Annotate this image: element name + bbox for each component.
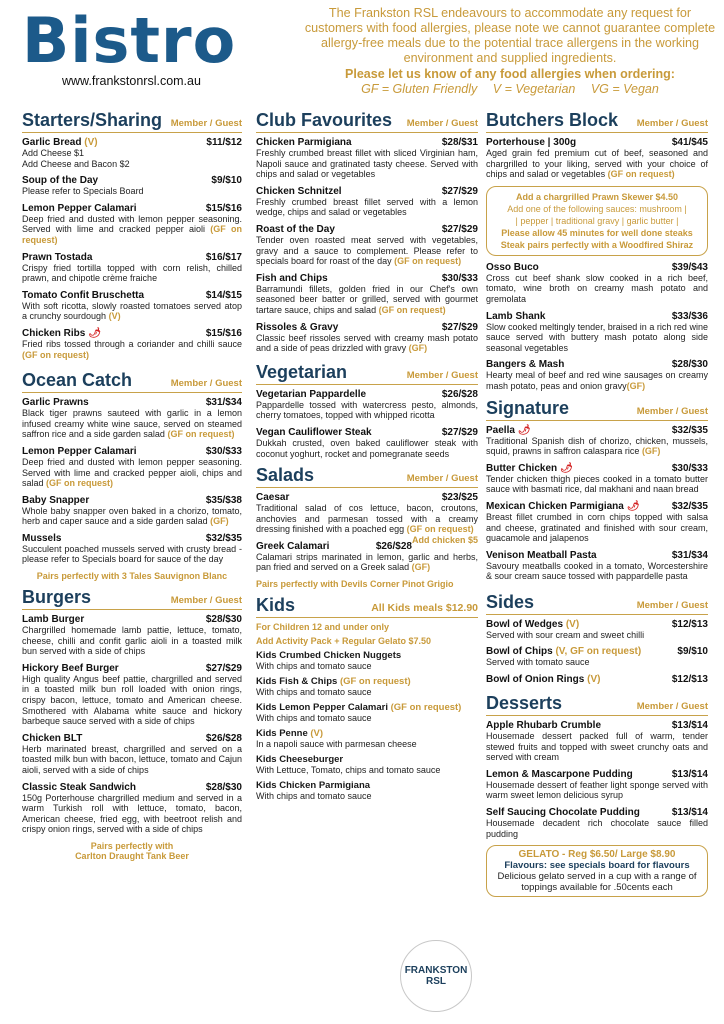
member-guest-label: Member / Guest: [406, 473, 478, 485]
item-tag: (V): [587, 674, 601, 686]
item-name: Venison Meatball Pasta: [486, 549, 597, 561]
section-title: Desserts: [486, 693, 563, 714]
item-desc: Freshly crumbed breast fillet served with a lemon wedge, chips and salad or vegetables: [256, 196, 478, 218]
item-name: Porterhouse | 300g: [486, 137, 577, 148]
item-price: $28/$31: [441, 137, 478, 148]
item-desc: In a napoli sauce with parmesan cheese: [256, 739, 417, 750]
item-desc: With chips and tomato sauce: [256, 791, 372, 802]
item-tag: (GF on request): [390, 702, 462, 714]
beer-pairing-line-1: Pairs perfectly with: [90, 840, 174, 851]
menu-item: [256, 492, 478, 545]
item-price: $13/$14: [671, 768, 708, 780]
dietary-legend: [300, 82, 720, 97]
menu-item: [22, 290, 242, 322]
beer-pairing-line-2: Carlton Draught Tank Beer: [75, 850, 189, 861]
item-name: Greek Calamari: [256, 540, 330, 552]
shiraz-pairing-note: Steak pairs perfectly with a Woodfired Shiraz: [500, 239, 694, 250]
item-tag: (GF): [408, 343, 428, 354]
item-desc: Breast fillet crumbed in corn chips topped with salsa and cheese, gratinated and finished with sour cream, guacamole and jalapenos: [486, 511, 708, 544]
section-title: Sides: [486, 591, 535, 612]
item-name: Osso Buco: [486, 261, 539, 273]
frankston-rsl-stamp: [400, 940, 472, 1012]
item-name: Lemon Pepper Calamari: [22, 445, 137, 457]
item-price: $32/$35: [671, 424, 708, 436]
wine-pairing-note: Pairs perfectly with Devils Corner Pinot Grigio: [256, 579, 454, 590]
menu-item: [486, 550, 708, 582]
kids-item: [256, 676, 478, 697]
menu-item: [22, 137, 242, 169]
gelato-flavours: Flavours: see specials board for flavours: [504, 860, 690, 872]
item-name: Classic Steak Sandwich: [22, 781, 136, 793]
menu-item: [256, 137, 478, 180]
menu-item: [256, 224, 478, 267]
item-desc: Hearty meal of beef and red wine sausages on creamy mash potato, peas and onion gravy: [486, 370, 708, 391]
item-price: $41/$45: [671, 137, 708, 148]
item-price: $12/$13: [671, 674, 708, 686]
item-name: Kids Crumbed Chicken Nuggets: [256, 650, 402, 662]
item-tag: (GF on request): [339, 676, 411, 688]
item-desc: With chips and tomato sauce: [256, 713, 372, 724]
item-tag: (V): [84, 137, 98, 148]
item-price: $9/$10: [677, 646, 708, 658]
sauce-options-line-2: | pepper | traditional gravy | garlic butter |: [515, 215, 679, 226]
item-desc: Freshly crumbed breast fillet with sliced Virginian ham, Napoli sauce and gratinated tasty cheese. Served with chips and salad or vegetables: [256, 148, 478, 180]
item-name: Self Saucing Chocolate Pudding: [486, 807, 640, 819]
item-price: $15/$16: [205, 202, 242, 214]
member-guest-label: Member / Guest: [636, 599, 708, 611]
stamp-name: FRANKSTON: [404, 965, 468, 976]
section-vegetarian: [256, 362, 478, 459]
menu-item: [256, 427, 478, 459]
member-guest-label: Member / Guest: [636, 405, 708, 417]
item-desc: Housemade dessert of feather light sponge served with warm sweet lemon delicious syrup: [486, 779, 708, 801]
item-tag: (GF on request): [22, 224, 242, 245]
item-price: $27/$29: [441, 426, 478, 438]
kids-item: [256, 650, 478, 671]
chili-icon: 🌶: [626, 500, 640, 512]
member-guest-label: Member / Guest: [636, 701, 708, 713]
legend-v: V = Vegetarian: [492, 82, 576, 96]
allergy-notice: [300, 6, 720, 97]
sauce-options-line-1: Add one of the following sauces: mushroom |: [507, 203, 687, 214]
beer-pairing-note: [22, 841, 242, 861]
item-name: Soup of the Day: [22, 175, 99, 187]
item-tag: (GF on request): [607, 169, 675, 180]
item-desc: Add Cheese $1: [22, 148, 85, 158]
item-desc: Black tiger prawns sauteed with garlic in a lemon infused creamy white wine sauce, served on steamed saffron rice and a side garden salad: [22, 408, 242, 440]
item-name: Chicken Parmigiana: [256, 137, 352, 148]
item-name: Paella: [486, 424, 515, 436]
item-desc: Herb marinated breast, chargrilled and served on a toasted milk bun with bacon, lettuce, tomato and Cajun aioli, served with a side of chips: [22, 743, 242, 775]
kids-item: [256, 754, 478, 775]
menu-item: [22, 397, 242, 440]
item-desc: Tender oven roasted meat served with vegetables, gravy and a sauce to complement. Please refer to specials board for roast of the day: [256, 234, 478, 267]
menu-item: [486, 720, 708, 763]
section-desserts: [486, 693, 708, 897]
item-tag: (GF on request): [406, 524, 474, 535]
item-tag: (GF): [626, 380, 646, 391]
item-tag: (V): [565, 618, 580, 630]
section-title: Club Favourites: [256, 110, 393, 130]
member-guest-label: Member / Guest: [170, 118, 242, 129]
item-desc: Calamari strips marinated in lemon, garlic and herbs, pan fried and served on a Greek salad: [256, 551, 478, 573]
menu-item: [22, 495, 242, 527]
kids-item: [256, 728, 478, 749]
section-ocean-catch: [22, 370, 242, 581]
menu-item: [486, 311, 708, 354]
section-title: Salads: [256, 465, 315, 486]
menu-item: [22, 533, 242, 565]
item-price: $31/$34: [205, 397, 242, 409]
item-desc: With chips and tomato sauce: [256, 687, 372, 698]
kids-age-note: For Children 12 and under only: [256, 622, 390, 633]
section-title: Starters/Sharing: [22, 110, 163, 130]
item-price: $27/$29: [441, 223, 478, 235]
column-middle: [256, 110, 478, 806]
item-desc: With soft ricotta, slowly roasted tomatoes served atop a crunchy sourdough: [22, 300, 242, 322]
item-name: Tomato Confit Bruschetta: [22, 289, 145, 301]
menu-item: [486, 807, 708, 839]
menu-item: [486, 501, 708, 544]
item-name: Bowl of Chips: [486, 646, 553, 658]
item-desc: Savoury meatballs cooked in a tomato, Worcestershire & sour cream sauce tossed with pappardelle pasta: [486, 560, 708, 582]
item-desc: Fried ribs tossed through a coriander and chilli sauce: [22, 338, 242, 349]
item-price: $32/$35: [671, 500, 708, 512]
item-name: Lemon Pepper Calamari: [22, 202, 137, 214]
item-desc: Classic beef rissoles served with creamy mash potato and a side of peas drizzled with gravy: [256, 332, 478, 354]
kids-all-meals-price: All Kids meals $12.90: [371, 602, 478, 615]
menu-item: [22, 614, 242, 657]
item-name: Kids Chicken Parmigiana: [256, 780, 371, 792]
item-desc: With chips and tomato sauce: [256, 661, 372, 672]
item-price: $12/$13: [671, 618, 708, 630]
item-desc: Chargrilled homemade lamb pattie, lettuce, tomato, cheese, chilli and confit garlic aioli in a toasted milk bun served with a side of chips: [22, 625, 242, 657]
member-guest-label: Member / Guest: [170, 378, 242, 390]
gelato-desc: Delicious gelato served in a cup with a range of toppings available for .50cents each: [497, 871, 697, 894]
section-title: Kids: [256, 595, 296, 616]
item-name: Fish and Chips: [256, 272, 328, 284]
kids-addon-note: Add Activity Pack + Regular Gelato $7.50: [256, 636, 431, 647]
item-desc: With Lettuce, Tomato, chips and tomato sauce: [256, 765, 441, 776]
menu-item: [486, 619, 708, 641]
item-desc: Whole baby snapper oven baked in a chorizo, tomato, herb and caper sauce and a side garden salad: [22, 505, 242, 527]
item-desc: Slow cooked meltingly tender, braised in a rich red wine sauce served with buttery mash potato along side seasonal vegetables: [486, 321, 708, 353]
menu-item: [22, 663, 242, 727]
item-price: $15/$16: [205, 327, 242, 339]
header: [0, 0, 724, 108]
section-club-favourites: [256, 110, 478, 354]
item-tag: (GF on request): [22, 349, 89, 360]
item-price: $23/$25: [441, 492, 478, 504]
item-name: Garlic Prawns: [22, 397, 89, 409]
section-sides: [486, 592, 708, 685]
item-tag: (GF on request): [46, 478, 114, 489]
member-guest-label: Member / Guest: [406, 369, 478, 381]
item-desc: Traditional salad of cos lettuce, bacon, croutons, anchovies and parmesan tossed with a creamy dressing finished with a poached egg: [256, 503, 478, 535]
item-price: $27/$29: [441, 321, 478, 333]
item-price: $16/$17: [205, 251, 242, 263]
well-done-note: Please allow 45 minutes for well done steaks: [501, 227, 693, 238]
legend-vg: VG = Vegan: [590, 82, 659, 96]
item-tag: (GF): [641, 446, 661, 457]
section-signature: [486, 398, 708, 582]
item-name: Butter Chicken: [486, 462, 558, 474]
item-price: $26/$28: [375, 540, 412, 552]
item-desc: High quality Angus beef pattie, chargrilled and served in a toasted milk bun roll loaded with onion rings, crispy bacon, lettuce, tomato and American cheese. Smothered with Alabama white sauce and hickory barbeque sauce served with a side of chips: [22, 673, 242, 727]
item-extra: Add chicken $5: [411, 534, 478, 545]
item-tag: (V): [108, 311, 121, 322]
section-title: Signature: [486, 397, 570, 418]
menu-item: [486, 463, 708, 495]
item-name: Bangers & Mash: [486, 359, 565, 371]
menu-item: [486, 674, 708, 685]
item-name: Roast of the Day: [256, 223, 335, 235]
section-starters: [22, 110, 242, 360]
legend-gf: GF = Gluten Friendly: [361, 82, 478, 96]
item-desc: Barramundi fillets, golden fried in our Chef's own seasoned beer batter or grilled, served with gourmet tartare sauce, chips and salad: [256, 283, 478, 315]
section-title: Butchers Block: [486, 110, 619, 130]
prawn-skewer-addon: Add a chargrilled Prawn Skewer $4.50: [515, 191, 679, 202]
section-kids: [256, 595, 478, 801]
section-title: Ocean Catch: [22, 370, 133, 391]
item-price: $35/$38: [205, 494, 242, 506]
menu-item: [486, 262, 708, 305]
item-price: $26/$28: [205, 732, 242, 744]
section-butchers-block: [486, 110, 708, 392]
item-desc: Served with sour cream and sweet chilli: [486, 629, 645, 640]
section-salads: [256, 465, 478, 589]
item-name: Apple Rhubarb Crumble: [486, 720, 602, 732]
section-burgers: [22, 587, 242, 861]
menu-item: [22, 203, 242, 246]
member-guest-label: Member / Guest: [636, 118, 708, 129]
item-name: Kids Lemon Pepper Calamari: [256, 702, 388, 714]
item-name: Lemon & Mascarpone Pudding: [486, 768, 633, 780]
item-price: $28/$30: [205, 781, 242, 793]
menu-item: [486, 769, 708, 801]
item-price: $11/$12: [206, 137, 242, 148]
menu-item: [486, 359, 708, 391]
menu-item: [22, 733, 242, 776]
stamp-sub: RSL: [426, 976, 446, 987]
item-name: Garlic Bread: [22, 137, 82, 148]
column-left: [22, 110, 242, 861]
section-title: Vegetarian: [256, 361, 348, 382]
item-name: Caesar: [256, 492, 290, 504]
allergy-notice-emphasis: Please let us know of any food allergies when ordering:: [345, 67, 675, 81]
kids-item: [256, 702, 478, 723]
item-name: Mussels: [22, 532, 62, 544]
gelato-price: GELATO - Reg $6.50/ Large $8.90: [518, 849, 676, 861]
item-desc: Housemade decadent rich chocolate sauce filled pudding: [486, 818, 708, 839]
item-desc: Traditional Spanish dish of chorizo, chicken, mussels, squid, prawns in saffron calaspara rice: [486, 435, 708, 457]
menu-item: [256, 541, 478, 573]
item-name: Kids Cheeseburger: [256, 754, 344, 766]
item-desc: Deep fried and dusted with lemon pepper seasoning. Served with lime and cracked pepper aioli, chips and salad: [22, 456, 242, 489]
allergy-notice-text: The Frankston RSL endeavours to accommodate any request for customers with food allergies, please note we cannot guarantee complete allergy-free meals due to the potential trace allergens in the working environment and supplied ingredients.: [304, 6, 716, 65]
item-tag: (GF): [411, 562, 431, 573]
item-name: Baby Snapper: [22, 494, 90, 506]
kids-item: [256, 780, 478, 801]
item-price: $30/$33: [671, 462, 708, 474]
item-desc: 150g Porterhouse chargrilled medium and served in a warm Turkish roll with lettuce, tomato, bacon, American cheese, fried egg, with beetroot relish and crispy onion rings, served with a side of chips: [22, 792, 242, 835]
item-desc: Dukkah crusted, oven baked cauliflower steak with coconut yoghurt, rocket and pomegranate seeds: [256, 437, 478, 459]
item-name: Vegetarian Pappardelle: [256, 388, 367, 400]
item-name: Rissoles & Gravy: [256, 321, 339, 333]
item-desc-2: Add Cheese and Bacon $2: [22, 158, 130, 169]
item-tag: (GF): [210, 516, 229, 527]
item-price: $30/$33: [441, 272, 478, 284]
item-name: Lamb Burger: [22, 614, 85, 626]
item-desc: Tender chicken thigh pieces cooked in a tomato butter sauce with basmati rice, dal makhani and naan bread: [486, 473, 708, 495]
item-tag: (V, GF on request): [555, 646, 642, 658]
item-price: $13/$14: [671, 807, 708, 819]
item-desc: Please refer to Specials Board: [22, 186, 144, 197]
item-price: $30/$33: [205, 445, 242, 457]
item-name: Hickory Beef Burger: [22, 662, 119, 674]
menu-item: [256, 389, 478, 421]
chili-icon: 🌶: [517, 424, 531, 436]
item-desc: Cross cut beef shank slow cooked in a rich beef, tomato, wine broth on creamy mash potato and gremolata: [486, 272, 708, 304]
item-name: Mexican Chicken Parmigiana: [486, 500, 624, 512]
item-price: $27/$29: [205, 662, 242, 674]
chili-icon: 🌶: [88, 327, 102, 339]
member-guest-label: Member / Guest: [406, 118, 478, 129]
item-desc: Crispy fried tortilla topped with corn relish, chilled prawn, and chipotle crème fraiche: [22, 262, 242, 284]
item-price: $9/$10: [211, 175, 242, 187]
menu-item: [486, 425, 708, 457]
gelato-box: [486, 845, 708, 897]
item-tag: (GF on request): [378, 304, 446, 315]
item-desc: Served with tomato sauce: [486, 657, 590, 668]
item-tag: (GF on request): [394, 256, 462, 267]
column-right: [486, 110, 708, 897]
menu-item: [22, 252, 242, 284]
steak-addons-box: [486, 186, 708, 256]
item-desc: Succulent poached mussels served with crusty bread - please refer to Specials board for sauce of the day: [22, 543, 242, 565]
menu-item: [486, 646, 708, 668]
item-name: Kids Fish & Chips: [256, 676, 338, 688]
item-name: Chicken BLT: [22, 732, 83, 744]
item-price: $14/$15: [205, 289, 242, 301]
menu-item: [22, 328, 242, 360]
chili-icon: 🌶: [560, 462, 573, 474]
menu-item: [256, 322, 478, 354]
menu-item: [22, 782, 242, 835]
item-desc: Aged grain fed premium cut of beef, seasoned and chargrilled to your liking, served with your choice of chips and salad or vegetables: [486, 148, 708, 180]
item-price: $31/$34: [671, 549, 708, 561]
menu-item: [256, 273, 478, 316]
menu-item: [256, 186, 478, 218]
item-price: $27/$29: [441, 185, 478, 197]
item-name: Kids Penne: [256, 728, 308, 740]
item-desc: Deep fried and dusted with lemon pepper seasoning. Served with lime and cracked pepper aioli: [22, 213, 242, 235]
item-name: Lamb Shank: [486, 310, 546, 322]
item-desc: Pappardelle tossed with watercress pesto, almonds, cherry tomatoes, topped with whipped ricotta: [256, 399, 478, 421]
item-name: Chicken Schnitzel: [256, 185, 342, 197]
item-name: Bowl of Onion Rings: [486, 674, 585, 686]
item-name: Prawn Tostada: [22, 251, 93, 263]
item-price: $39/$43: [671, 261, 708, 273]
item-price: $26/$28: [441, 388, 478, 400]
menu-item: [22, 175, 242, 197]
menu-item: [486, 137, 708, 180]
member-guest-label: Member / Guest: [170, 595, 242, 607]
item-name: Vegan Cauliflower Steak: [256, 426, 372, 438]
item-price: $13/$14: [671, 720, 708, 732]
bistro-logo-title: Bistro: [22, 4, 237, 77]
item-price: $28/$30: [671, 359, 708, 371]
item-desc: Housemade dessert packed full of warm, tender stewed fruits and topped with sweet crunchy oats and served with cream: [486, 731, 708, 763]
item-price: $32/$35: [205, 532, 242, 544]
item-name: Chicken Ribs: [22, 327, 86, 339]
item-tag: (V): [310, 728, 324, 740]
item-price: $28/$30: [205, 614, 242, 626]
item-price: $33/$36: [671, 310, 708, 322]
wine-pairing-note: Pairs perfectly with 3 Tales Sauvignon Blanc: [36, 571, 228, 582]
item-name: Bowl of Wedges: [486, 618, 564, 630]
item-tag: (GF on request): [167, 429, 235, 440]
section-title: Burgers: [22, 587, 92, 608]
website-url[interactable]: www.frankstonrsl.com.au: [62, 74, 201, 88]
menu-item: [22, 446, 242, 489]
